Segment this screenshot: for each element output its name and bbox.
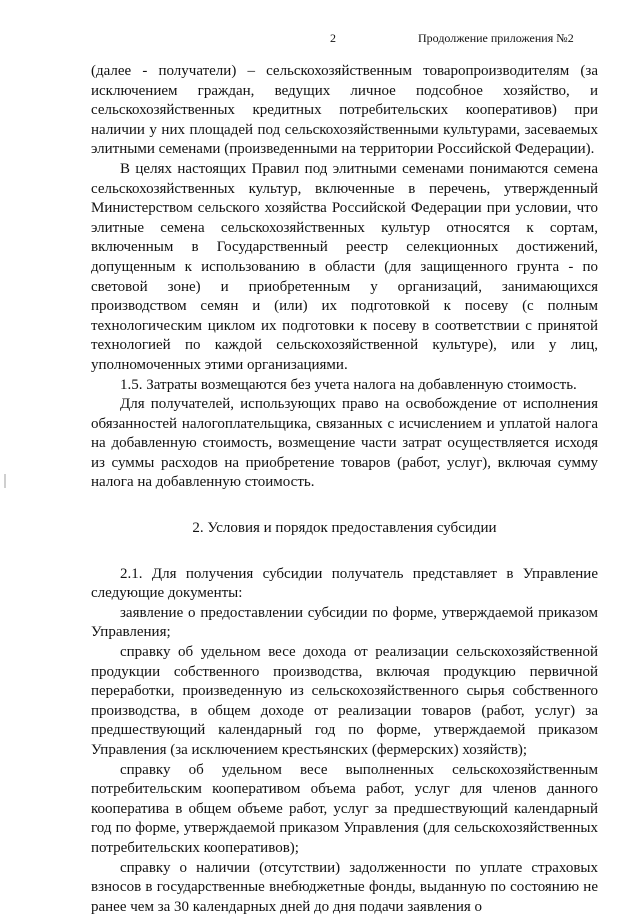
paragraph: заявление о предоставлении субсидии по форме, утверждаемой приказом Управления; <box>91 604 598 641</box>
paragraphs-bottom <box>91 565 598 917</box>
document-body <box>91 62 598 917</box>
section-title: 2. Условия и порядок предоставления субсидии <box>192 520 497 537</box>
paragraph: справку о наличии (отсутствии) задолженности по уплате страховых взносов в государственные внебюджетные фонды, выданную по состоянию не ранее чем за 30 календарных дней до дня подачи заявления о <box>91 859 598 915</box>
scan-margin-mark <box>4 474 6 488</box>
page-number: 2 <box>330 31 336 45</box>
paragraph: (далее - получатели) – сельскохозяйственным товаропроизводителям (за исключением граждан, ведущих личное подсобное хозяйство, и сельскохозяйственных кредитных потребительских кооперативов) при наличии у них площадей под сельскохозяйственными культурами, засеваемых элитными семенами (произведенными на территории Российской Федерации). <box>91 63 598 158</box>
paragraph: 2.1. Для получения субсидии получатель представляет в Управление следующие документы: <box>91 565 598 602</box>
paragraph: В целях настоящих Правил под элитными семенами понимаются семена сельскохозяйственных культур, включенные в перечень, утвержденный Министерством сельского хозяйства Российской Федерации при условии, что элитные семена сельскохозяйственных культур относятся к сортам, включенным в Государственный реестр селекционных достижений, допущенным к использованию в области (для защищенного грунта - по световой зоне) и приобретенным у организаций, занимающихся производством семян и (или) их подготовкой к посеву (с полным технологическим циклом их подготовки к посеву в соответствии с принятой технологией по каждой сельскохозяйственной культуре), или у лиц, уполномоченных этими организациями. <box>91 160 598 373</box>
appendix-continuation: Продолжение приложения №2 <box>418 31 574 45</box>
paragraph: справку об удельном весе выполненных сельскохозяйственным потребительским кооперативом объема работ, услуг для членов данного кооператива в общем объеме работ, услуг за предшествующий календарный год по форме, утверждаемой приказом Управления (для сельскохозяйственных потребительских кооперативов); <box>91 761 598 856</box>
paragraphs-top <box>91 62 598 493</box>
paragraph: Для получателей, использующих право на освобождение от исполнения обязанностей налогоплательщика, связанных с исчислением и уплатой налога на добавленную стоимость, возмещение части затрат осуществляется исходя из суммы расходов на приобретение товаров (работ, услуг), включая сумму налога на добавленную стоимость. <box>91 396 598 491</box>
page-header <box>0 31 640 47</box>
paragraph: справку об удельном весе дохода от реализации сельскохозяйственной продукции собственного производства, включая продукцию первичной переработки, произведенную из сельскохозяйственного сырья собственного производства, в общем доходе от реализации товаров (работ, услуг) за предшествующий календарный год по форме, утверждаемой приказом Управления (за исключением крестьянских (фермерских) хозяйств); <box>91 644 598 758</box>
paragraph: 1.5. Затраты возмещаются без учета налога на добавленную стоимость. <box>120 376 577 393</box>
